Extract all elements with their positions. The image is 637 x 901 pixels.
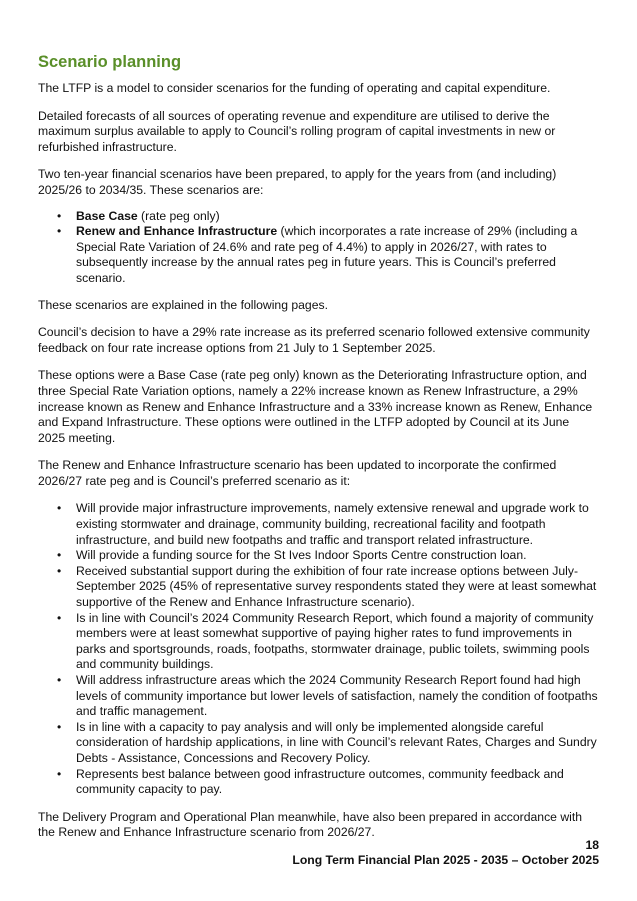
forecasts-paragraph: Detailed forecasts of all sources of operating revenue and expenditure are utilised to derive the maximum surplus available to apply to Council’s rolling program of capital investments in new or refurbished infrastructure. <box>38 108 556 154</box>
bullet-icon: • <box>57 610 62 625</box>
bullet-icon: • <box>57 208 62 223</box>
scenario-list <box>38 209 599 287</box>
bullet-icon: • <box>57 501 62 516</box>
reason-text: Is in line with Council’s 2024 Community Research Report, which found a majority of community members were at least somewhat supportive of paying higher rates to fund improvements in parks and sportsgrounds, roads, footpaths, stormwater drainage, public toilets, swimming pools and community buildings. <box>76 610 594 672</box>
reason-item <box>38 501 599 548</box>
reason-text: Is in line with a capacity to pay analysis and will only be implemented alongside careful consideration of hardship applications, in line with Council’s relevant Rates, Charges and Sundry Debts - Assistance, Concessions and Recovery Policy. <box>76 719 597 765</box>
reason-text: Will provide major infrastructure improvements, namely extensive renewal and upgrade work to existing stormwater and drainage, community building, recreational facility and footpath infrastructure, and build new footpaths and traffic and transport related infrastructure. <box>76 501 589 547</box>
scenario-item <box>38 209 599 225</box>
options-paragraph: These options were a Base Case (rate peg only) known as the Deteriorating Infrastructure option, and three Special Rate Variation options, namely a 22% increase known as Renew Infrastructure, a 29% increase known as Renew and Enhance Infrastructure and a 33% increase known as Renew, Enhance and Expand Infrastructure. These options were outlined in the LTFP adopted by Council at its June 2025 meeting. <box>38 368 593 445</box>
scenario-item <box>38 224 599 286</box>
reason-text: Received substantial support during the exhibition of four rate increase options between July-September 2025 (45% of representative survey respondents stated they were at least somewhat supportive of the Renew and Enhance Infrastructure scenario). <box>76 563 597 610</box>
intro-paragraph: The LTFP is a model to consider scenarios for the funding of operating and capital expenditure. <box>38 81 551 95</box>
preferred-scenario-paragraph: The Renew and Enhance Infrastructure scenario has been updated to incorporate the confirmed 2026/27 rate peg and is Council’s preferred scenario as it: <box>38 458 557 488</box>
scenario-description: (rate peg only) <box>137 208 220 223</box>
bullet-icon: • <box>57 563 62 578</box>
reason-item <box>38 564 599 611</box>
decision-paragraph: Council’s decision to have a 29% rate increase as its preferred scenario followed extensive community feedback on four rate increase options from 21 July to 1 September 2025. <box>38 325 590 355</box>
scenario-description: (which incorporates a rate increase of 29% (including a Special Rate Variation of 24.6% and rate peg of 4.4%) to apply in 2026/27, with rates to subsequently increase by the annual rates peg in future years. This is Council’s preferred scenario. <box>76 224 578 285</box>
scenarios-intro-paragraph: Two ten-year financial scenarios have been prepared, to apply for the years from (and including) 2025/26 to 2034/35. These scenarios are: <box>38 167 557 197</box>
bullet-icon: • <box>57 766 62 781</box>
reasons-list <box>38 501 599 797</box>
reason-text: Will provide a funding source for the St Ives Indoor Sports Centre construction loan. <box>76 548 527 563</box>
reason-item <box>38 548 599 564</box>
reason-item <box>38 720 599 767</box>
section-heading: Scenario planning <box>38 53 182 71</box>
scenario-name: Base Case <box>76 208 138 223</box>
reason-item <box>38 611 599 673</box>
scenario-name: Renew and Enhance Infrastructure <box>76 224 278 239</box>
document-title: Long Term Financial Plan 2025 - 2035 – October 2025 <box>292 853 599 867</box>
page-number: 18 <box>585 838 599 852</box>
bullet-icon: • <box>57 719 62 734</box>
page-footer <box>292 838 599 868</box>
reason-text: Will address infrastructure areas which the 2024 Community Research Report found had high levels of community importance but lower levels of satisfaction, namely the condition of footpaths and traffic management. <box>76 673 598 719</box>
bullet-icon: • <box>57 673 62 687</box>
reason-text: Represents best balance between good infrastructure outcomes, community feedback and community capacity to pay. <box>76 766 564 797</box>
explained-paragraph: These scenarios are explained in the following pages. <box>38 297 328 312</box>
delivery-program-paragraph: The Delivery Program and Operational Plan meanwhile, have also been prepared in accordance with the Renew and Enhance Infrastructure scenario from 2026/27. <box>38 809 583 840</box>
bullet-icon: • <box>57 224 62 239</box>
reason-item <box>38 767 599 798</box>
reason-item <box>38 673 599 720</box>
bullet-icon: • <box>57 548 62 563</box>
